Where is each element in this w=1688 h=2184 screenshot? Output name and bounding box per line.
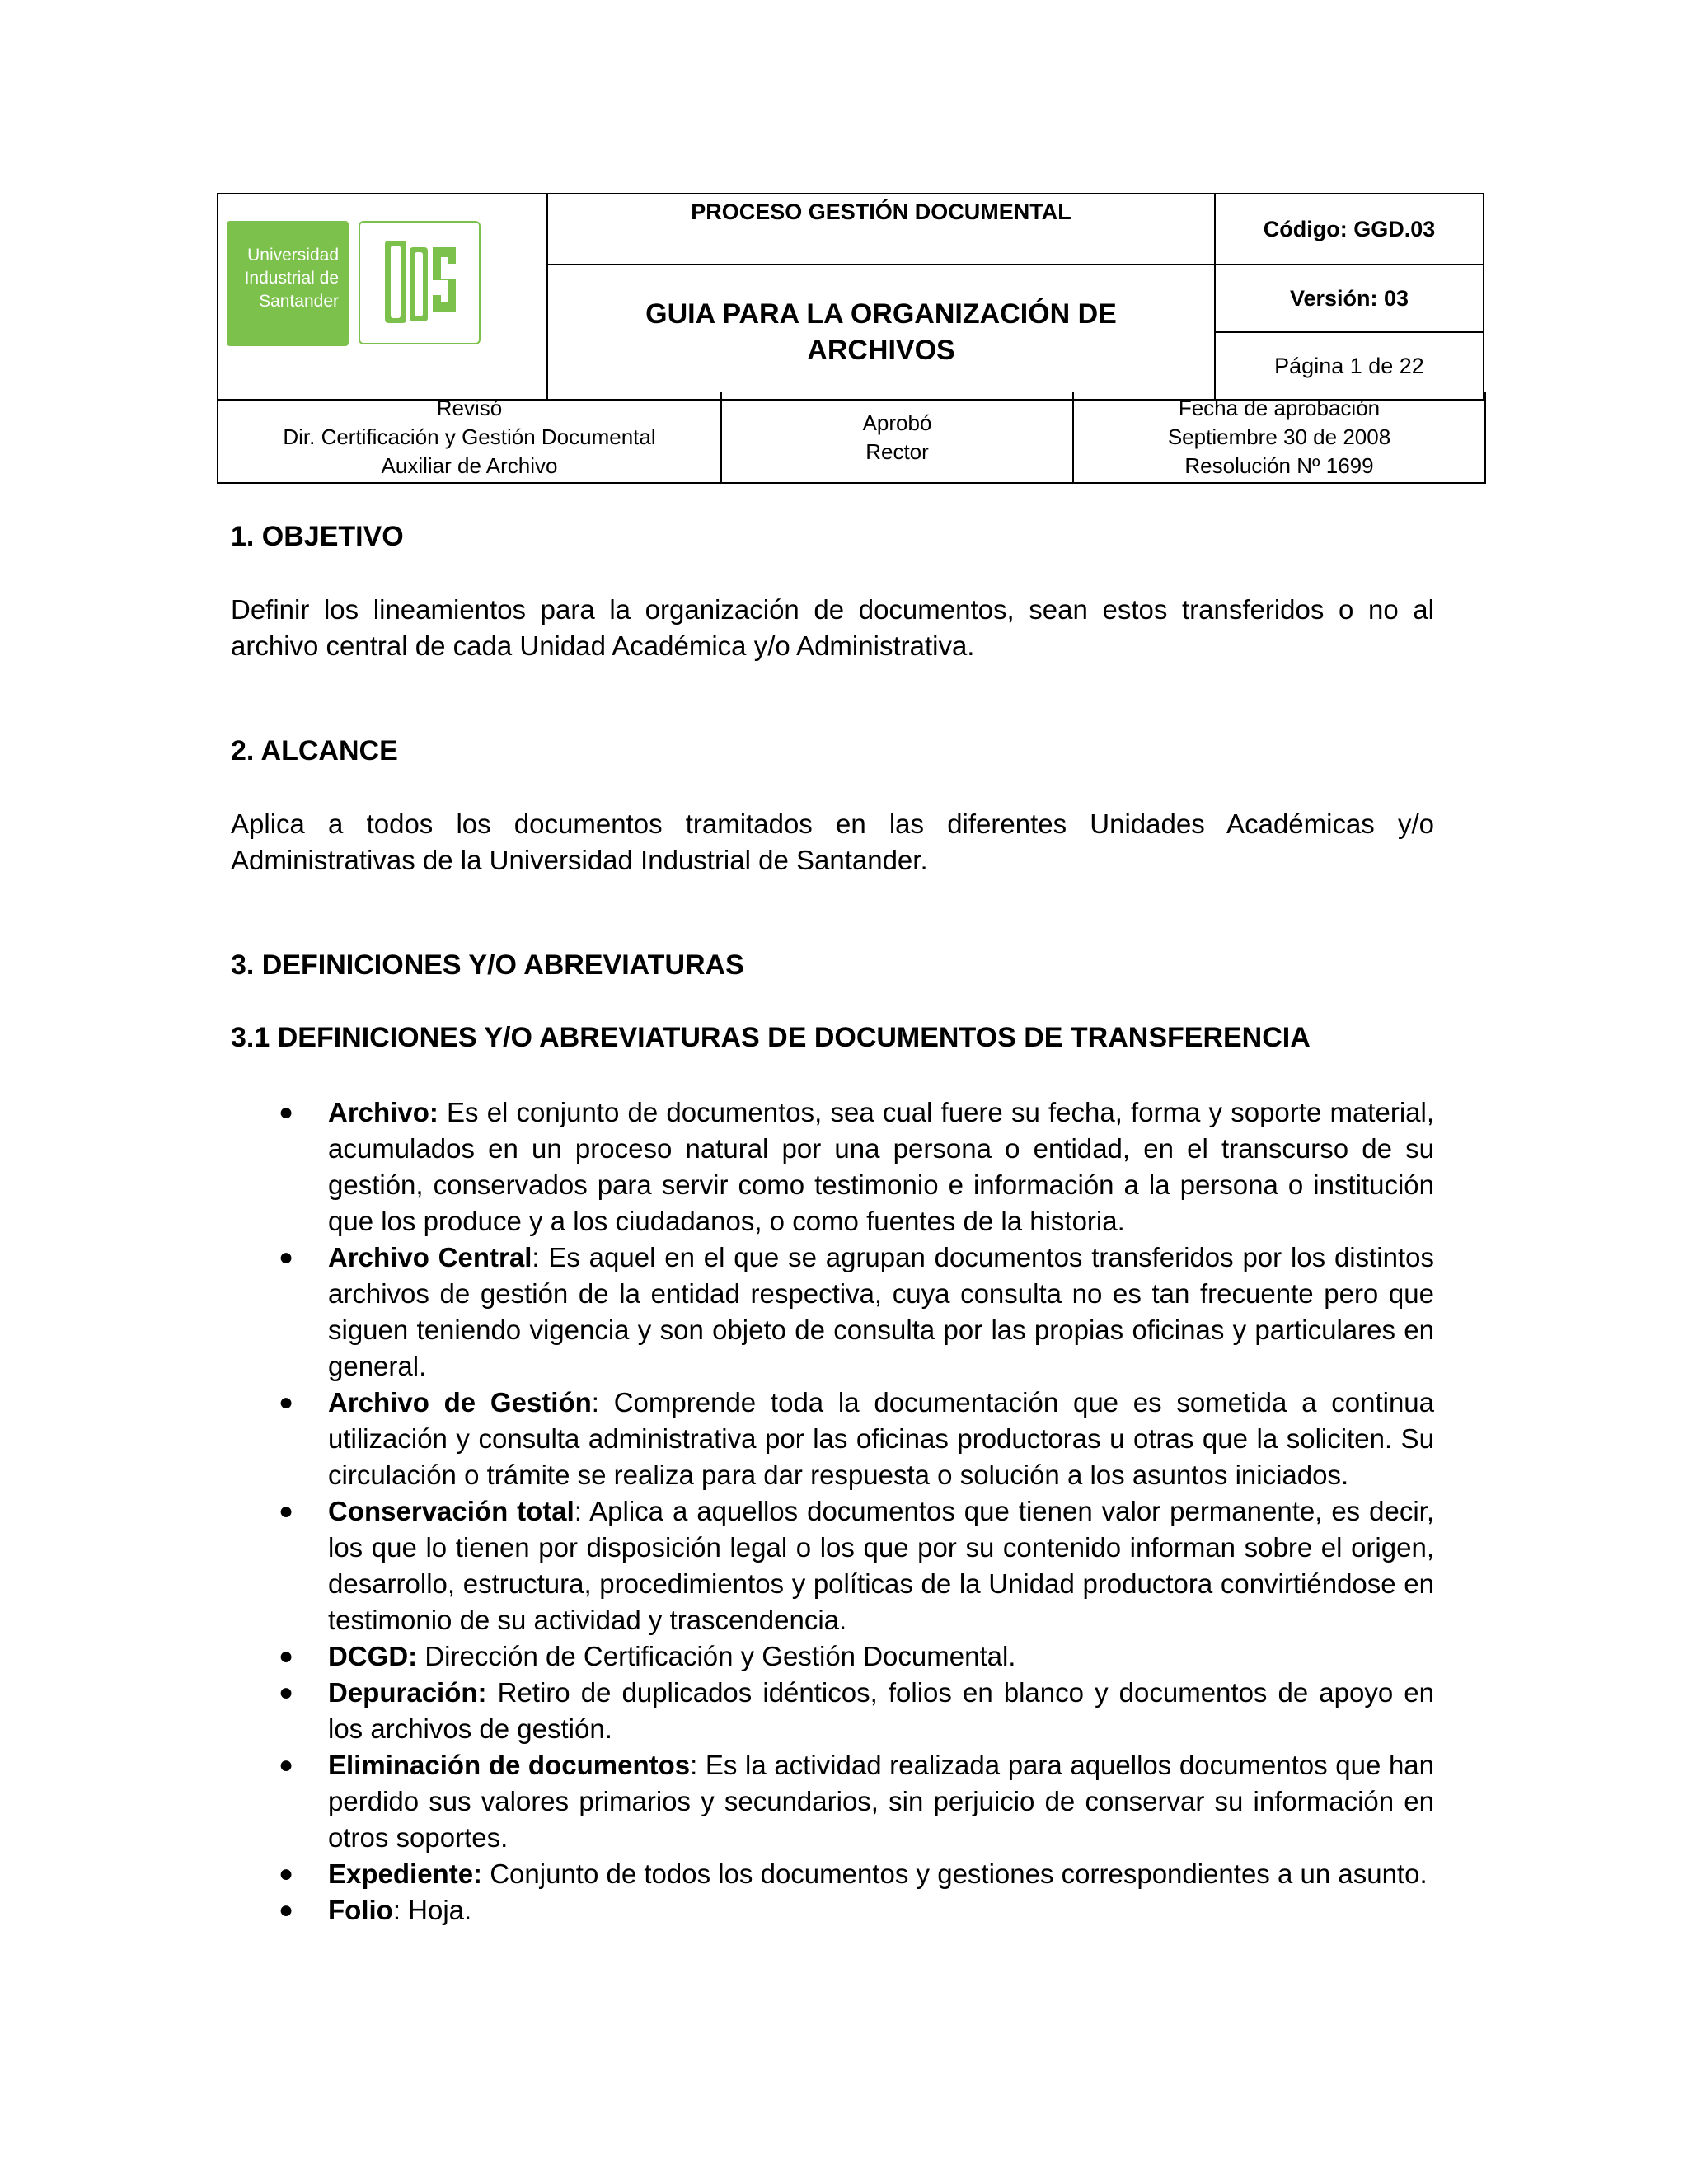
objective-text: Definir los lineamientos para la organización de documentos, sean estos transferidos o no al archivo central de cada Unidad Académica y/o Administrativa. bbox=[231, 594, 1434, 661]
guide-title bbox=[547, 265, 1215, 400]
objective-heading: 1. OBJETIVO bbox=[231, 521, 404, 552]
logo-line-3: Santander bbox=[259, 292, 339, 311]
list-item bbox=[231, 1638, 1434, 1675]
reviewed-cell bbox=[218, 392, 721, 483]
list-item bbox=[231, 1493, 1434, 1638]
list-item bbox=[231, 1675, 1434, 1747]
reviewed-label: Revisó bbox=[436, 396, 503, 420]
document-version: Versión: 03 bbox=[1215, 265, 1484, 332]
definition-text: Conjunto de todos los documentos y gestiones correspondientes a un asunto. bbox=[482, 1858, 1428, 1889]
definition-term: Folio bbox=[328, 1895, 393, 1925]
definitions-list bbox=[231, 1094, 1434, 1929]
definition-text: Retiro de duplicados idénticos, folios en blanco y documentos de apoyo en los archivos de gestión. bbox=[328, 1677, 1434, 1744]
reviewed-by-2: Auxiliar de Archivo bbox=[381, 453, 558, 478]
definition-term: Archivo: bbox=[328, 1097, 438, 1127]
approval-date-label: Fecha de aprobación bbox=[1178, 396, 1381, 420]
list-item bbox=[231, 1094, 1434, 1240]
bullet-icon: ● bbox=[279, 1497, 294, 1525]
university-logo bbox=[227, 221, 482, 346]
bullet-icon: ● bbox=[279, 1860, 294, 1887]
uis-emblem-icon bbox=[359, 221, 481, 344]
list-item bbox=[231, 1856, 1434, 1892]
definition-text: : Es la actividad realizada para aquellos documentos que han perdido sus valores primarios y secundarios, sin perjuicio de conservar su información en otros soportes. bbox=[328, 1750, 1434, 1853]
scope-heading: 2. ALCANCE bbox=[231, 735, 398, 766]
logo-line-2: Industrial de bbox=[244, 269, 339, 288]
guide-title-line-1: GUIA PARA LA ORGANIZACIÓN DE bbox=[645, 298, 1117, 330]
approved-cell bbox=[721, 392, 1073, 483]
process-title: PROCESO GESTIÓN DOCUMENTAL bbox=[547, 194, 1215, 265]
approval-date-cell bbox=[1073, 392, 1485, 483]
definition-term: Archivo de Gestión bbox=[328, 1387, 592, 1418]
list-item bbox=[231, 1747, 1434, 1856]
definition-text: : Comprende toda la documentación que es sometida a continua utilización y consulta administrativa por las oficinas productoras u otras que la soliciten. Su circulación o trámite se realiza para dar respuesta o solución a los asuntos iniciados. bbox=[328, 1387, 1434, 1490]
bullet-icon: ● bbox=[279, 1244, 294, 1271]
logo-line-1: Universidad bbox=[247, 246, 339, 265]
definition-term: DCGD: bbox=[328, 1641, 418, 1671]
approved-by: Rector bbox=[865, 438, 929, 464]
list-item bbox=[231, 1385, 1434, 1493]
definition-term: Expediente: bbox=[328, 1858, 483, 1889]
document-header-table bbox=[217, 193, 1484, 401]
reviewed-by-1: Dir. Certificación y Gestión Documental bbox=[283, 424, 656, 449]
bullet-icon: ● bbox=[279, 1896, 294, 1924]
approval-table bbox=[217, 392, 1486, 484]
definition-term: Conservación total bbox=[328, 1496, 574, 1526]
scope-text-line-2: Administrativas de la Universidad Industrial de Santander. bbox=[231, 845, 928, 875]
resolution-number: Resolución Nº 1699 bbox=[1184, 453, 1374, 478]
list-item bbox=[231, 1240, 1434, 1385]
definition-text: Dirección de Certificación y Gestión Documental. bbox=[417, 1641, 1016, 1671]
list-item bbox=[231, 1892, 1434, 1929]
bullet-icon: ● bbox=[279, 1679, 294, 1706]
logo-wordmark bbox=[227, 221, 349, 346]
definition-text: Es el conjunto de documentos, sea cual fuere su fecha, forma y soporte material, acumulados en un proceso natural por una persona o entidad, en el transcurso de su gestión, conservados para servir como testimonio e información a la persona o institución que los produce y a los ciudadanos, o como fuentes de la historia. bbox=[328, 1097, 1434, 1236]
logo-cell bbox=[218, 194, 547, 400]
bullet-icon: ● bbox=[279, 1099, 294, 1126]
bullet-icon: ● bbox=[279, 1643, 294, 1670]
definition-term: Depuración: bbox=[328, 1677, 487, 1708]
page-number: Página 1 de 22 bbox=[1215, 332, 1484, 400]
definition-text: : Es aquel en el que se agrupan documentos transferidos por los distintos archivos de gestión de la entidad respectiva, cuya consulta no es tan frecuente pero que siguen teniendo vigencia y son objeto de consulta por las propias oficinas y particulares en general. bbox=[328, 1242, 1435, 1381]
scope-text-line-1: Aplica a todos los documentos tramitados en las diferentes Unidades Académicas y/o bbox=[231, 808, 1434, 839]
definitions-heading: 3. DEFINICIONES Y/O ABREVIATURAS bbox=[231, 949, 744, 981]
definition-text: : Hoja. bbox=[392, 1895, 472, 1925]
transfer-definitions-heading: 3.1 DEFINICIONES Y/O ABREVIATURAS DE DOCUMENTOS DE TRANSFERENCIA bbox=[231, 1022, 1311, 1053]
bullet-icon: ● bbox=[279, 1751, 294, 1779]
bullet-icon: ● bbox=[279, 1389, 294, 1416]
guide-title-line-2: ARCHIVOS bbox=[807, 335, 955, 366]
document-code: Código: GGD.03 bbox=[1215, 194, 1484, 265]
definition-term: Eliminación de documentos bbox=[328, 1750, 691, 1780]
approved-label: Aprobó bbox=[862, 410, 932, 435]
definition-text: : Aplica a aquellos documentos que tienen valor permanente, es decir, los que lo tienen por disposición legal o los que por su contenido informan sobre el origen, desarrollo, estructura, procedimientos y políticas de la Unidad productora convirtiéndose en testimonio de su actividad y trascendencia. bbox=[328, 1496, 1434, 1635]
definition-term: Archivo Central bbox=[328, 1242, 532, 1272]
approval-date: Septiembre 30 de 2008 bbox=[1167, 424, 1391, 449]
